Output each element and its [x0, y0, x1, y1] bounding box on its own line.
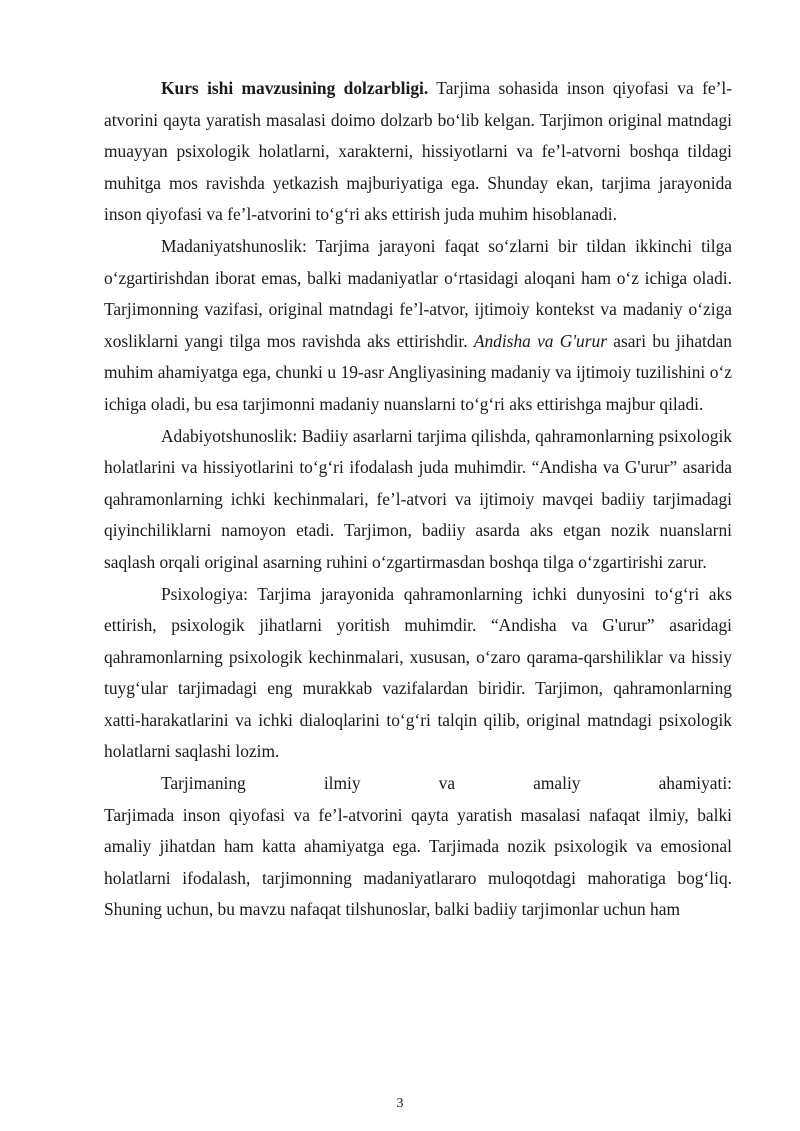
document-page: [104, 73, 732, 926]
paragraph-literary-studies-text: Adabiyotshunoslik: Badiiy asarlarni tarjima qilishda, qahramonlarning psixologik holatlarini va hissiyotlarini to‘g‘ri ifodalash juda muhimdir. “Andisha va G'urur” asarida qahramonlarning ichki kechinmalari, fe’l-atvori va ijtimoiy mavqei badiiy tarjimadagi qiyinchiliklarni namoyon etadi. Tarjimon, badiiy asarda aks etgan nozik nuanslarni saqlash orqali original asarning ruhini o‘zgartirmasdan boshqa tilga o‘zgartirishi zarur.: [104, 425, 732, 572]
paragraph-significance-text: Tarjimada inson qiyofasi va fe’l-atvorini qayta yaratish masalasi nafaqat ilmiy, balki amaliy jihatdan ham katta ahamiyatga ega. Tarjimada nozik psixologik va emosional holatlarni ifodalash, tarjimonning madaniyatlararo muloqotdagi mahoratiga bog‘liq. Shuning uchun, bu mavzu nafaqat tilshunoslar, balki badiiy tarjimonlar uchun ham: [104, 804, 732, 920]
book-title-italic: Andisha va G'urur: [473, 330, 607, 351]
paragraph-relevance-text: Tarjima sohasida inson qiyofasi va fe’l-atvorini qayta yaratish masalasi doimo dolzarb bo‘lib kelgan. Tarjimon original matndagi muayyan psixologik holatlarni, xarakterni, hissiyotlarni va fe’l-atvorni boshqa tildagi muhitga mos ravishda yetkazish majburiyatiga ega. Shunday ekan, tarjima jarayonida inson qiyofasi va fe’l-atvorini to‘g‘ri aks ettirish juda muhim hisoblanadi.: [104, 78, 732, 225]
paragraph-relevance: [104, 73, 732, 231]
paragraph-cultural-studies-text-before: Madaniyatshunoslik: Tarjima jarayoni faqat so‘zlarni bir tildan ikkinchi tilga o‘zgartirishdan iborat emas, balki madaniyatlar o‘rtasidagi aloqani ham o‘z ichiga oladi. Tarjimonning vazifasi, original matndagi fe’l-atvor, ijtimoiy kontekst va madaniy o‘ziga xosliklarni yangi tilga mos ravishda aks ettirishdir.: [104, 235, 732, 351]
paragraph-literary-studies: [104, 421, 732, 579]
paragraph-significance: [104, 800, 732, 926]
paragraph-cultural-studies: [104, 231, 732, 421]
page-number: 3: [396, 1096, 404, 1111]
paragraph-psychology: [104, 579, 732, 769]
paragraph-psychology-text: Psixologiya: Tarjima jarayonida qahramonlarning ichki dunyosini to‘g‘ri aks ettirish, psixologik jihatlarni yoritish muhimdir. “Andisha va G'urur” asaridagi qahramonlarning psixologik kechinmalari, xususan, o‘zaro qarama-qarshiliklar va hissiy tuyg‘ular tarjimadagi eng murakkab vazifalardan biridir. Tarjimon, qahramonlarning xatti-harakatlarini va ichki dialoqlarini to‘g‘ri talqin qilib, original matndagi psixologik holatlarni saqlashi lozim.: [104, 583, 732, 762]
paragraph-cultural-studies-text-after: asari bu jihatdan muhim ahamiyatga ega, chunki u 19-asr Angliyasining madaniy va ijtimoiy tuzilishini o‘z ichiga oladi, bu esa tarjimonni madaniy nuanslarni to‘g‘ri aks ettirishga majbur qiladi.: [104, 330, 732, 414]
paragraph-significance-heading: Tarjimaning ilmiy va amaliy ahamiyati:: [161, 773, 732, 794]
paragraph-relevance-lead: Kurs ishi mavzusining dolzarbligi.: [161, 78, 429, 98]
